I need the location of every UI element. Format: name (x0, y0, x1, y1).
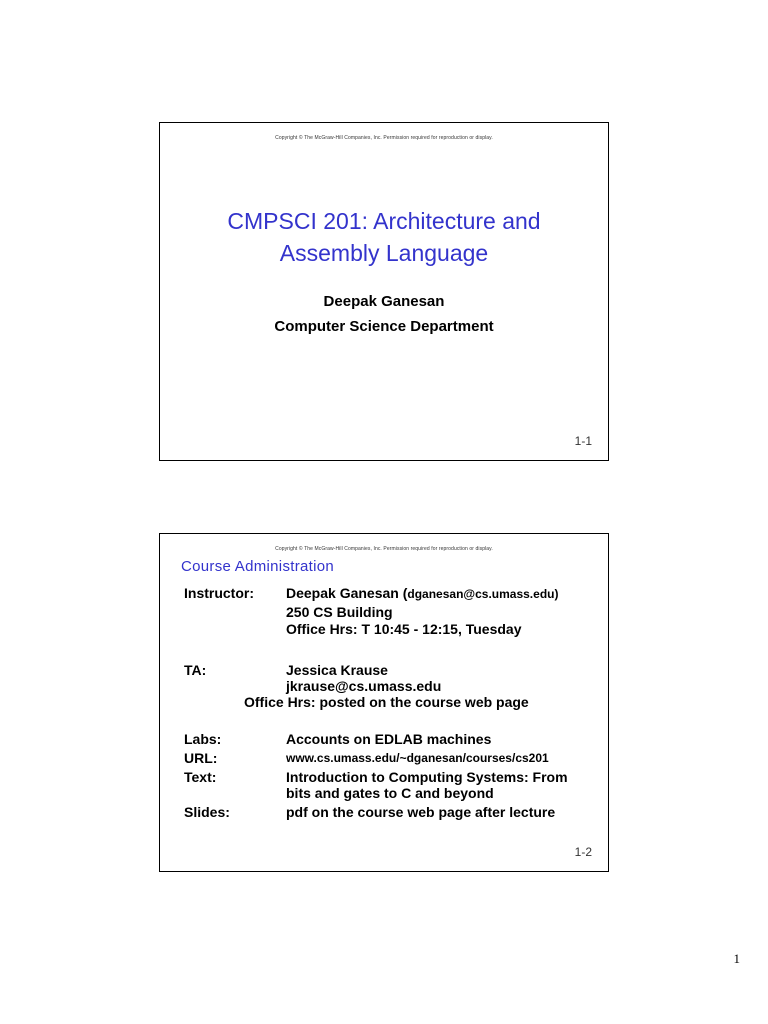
slide-number: 1-1 (574, 434, 592, 448)
instructor-name: Deepak Ganesan ( (286, 585, 408, 601)
instructor-building: 250 CS Building (286, 604, 393, 620)
author-name: Deepak Ganesan (323, 293, 445, 310)
slides-label: Slides: (184, 804, 230, 820)
slide-1 (159, 122, 609, 461)
instructor-label: Instructor: (184, 585, 254, 601)
labs-value: Accounts on EDLAB machines (286, 731, 492, 747)
labs-label: Labs: (184, 731, 222, 747)
instructor-email: dganesan@cs.umass.edu) (407, 587, 559, 601)
instructor-value (286, 585, 558, 602)
slide-heading: Course Administration (181, 558, 335, 575)
text-value-line-2: bits and gates to C and beyond (286, 785, 494, 801)
author-block (160, 289, 608, 339)
text-value-line-1: Introduction to Computing Systems: From (286, 769, 568, 785)
ta-name: Jessica Krause (286, 662, 388, 678)
url-label: URL: (184, 750, 218, 766)
ta-label: TA: (184, 662, 207, 678)
slides-value: pdf on the course web page after lecture (286, 804, 556, 820)
url-value: www.cs.umass.edu/~dganesan/courses/cs201 (286, 751, 549, 765)
copyright-notice: Copyright © The McGraw-Hill Companies, Inc. Permission required for reproduction or display. (275, 546, 493, 552)
slide-2 (159, 533, 609, 872)
title-line-1: CMPSCI 201: Architecture and (227, 208, 541, 234)
slide-number: 1-2 (574, 845, 592, 859)
slide-title (160, 205, 608, 269)
instructor-hours: Office Hrs: T 10:45 - 12:15, Tuesday (286, 621, 522, 637)
text-label: Text: (184, 769, 217, 785)
ta-hours: Office Hrs: posted on the course web page (244, 694, 529, 710)
copyright-notice: Copyright © The McGraw-Hill Companies, Inc. Permission required for reproduction or display. (275, 135, 493, 141)
ta-email: jkrause@cs.umass.edu (286, 678, 442, 694)
page-number: 1 (733, 951, 740, 966)
title-line-2: Assembly Language (279, 240, 489, 266)
department-name: Computer Science Department (274, 318, 494, 335)
